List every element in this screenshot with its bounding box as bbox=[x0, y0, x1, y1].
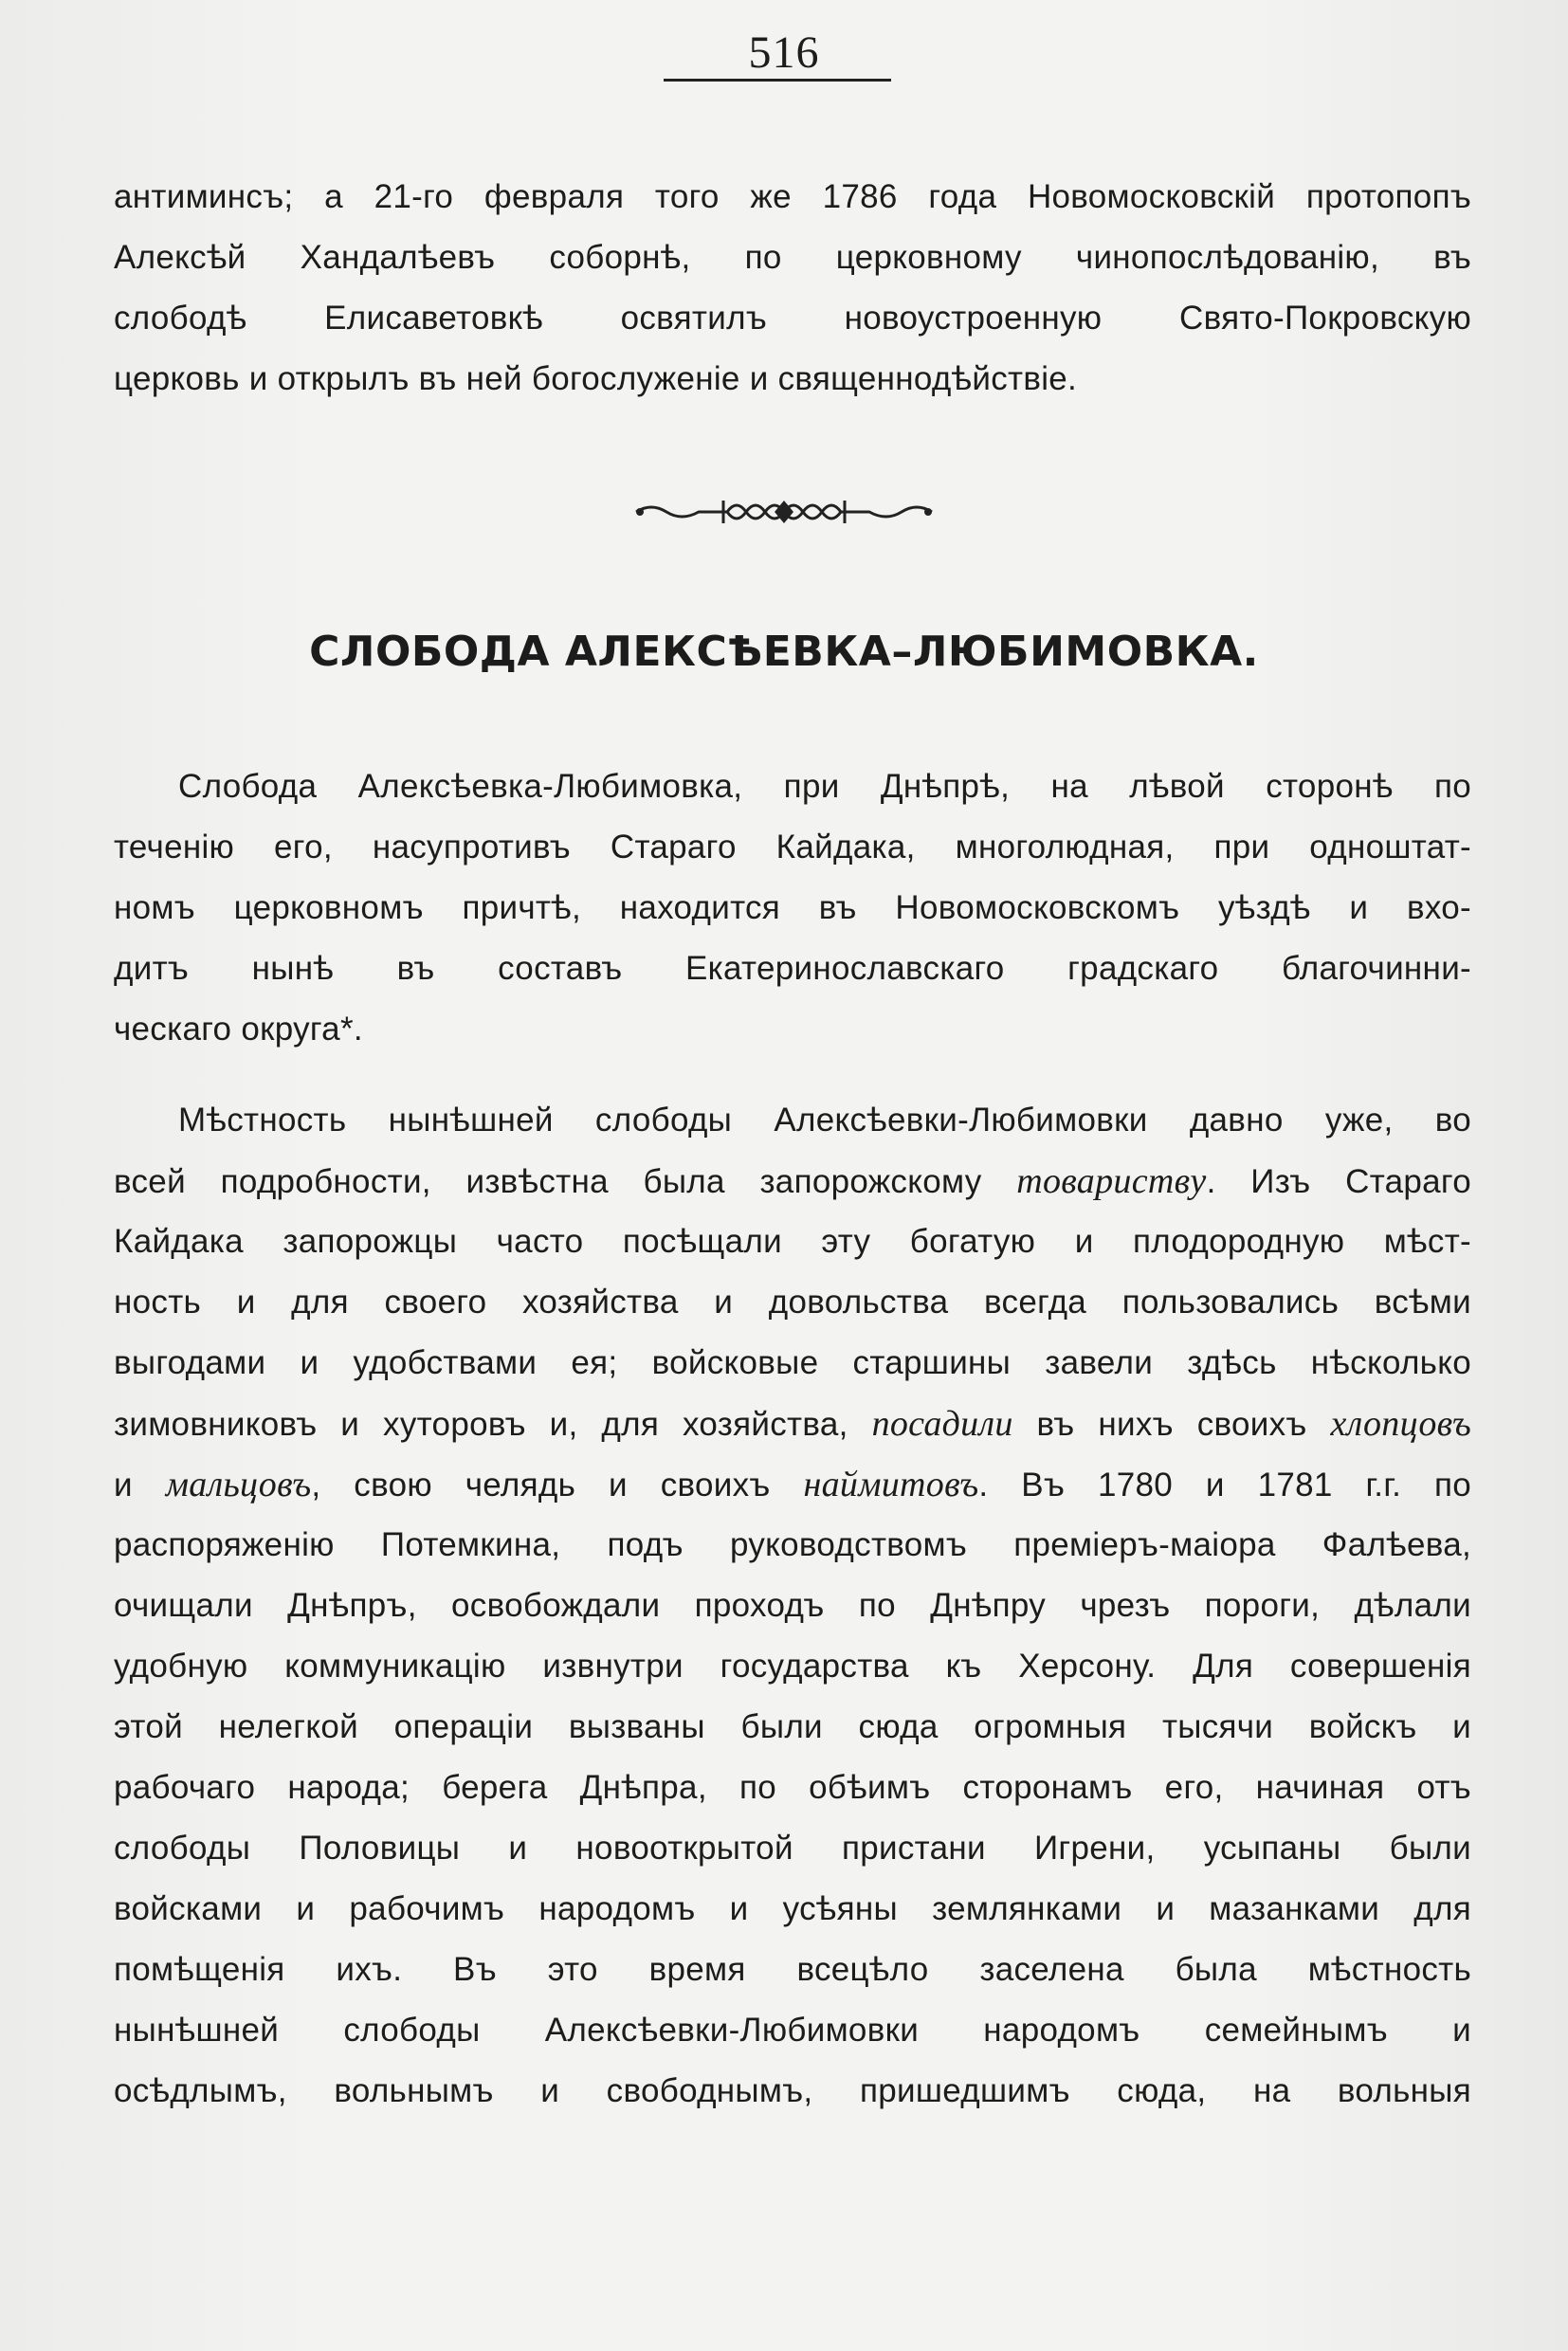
text-run: , свою челядь и своихъ bbox=[311, 1467, 804, 1504]
text-line: теченію его, насупротивъ Стараго Кайдака, многолюдная, при одноштат- bbox=[114, 829, 1471, 866]
italic-term: хлопцовъ bbox=[1330, 1404, 1471, 1444]
text-line: этой нелегкой операціи вызваны были сюда огромныя тысячи войскъ и bbox=[114, 1708, 1471, 1745]
text-line: церковь и открылъ въ ней богослуженіе и священнодѣйствіе. bbox=[114, 360, 1078, 397]
text-line: номъ церковномъ причтѣ, находится въ Новомосковскомъ уѣздѣ и вхо- bbox=[114, 889, 1471, 926]
text-line: ческаго округа*. bbox=[114, 1011, 363, 1048]
paragraph-2 bbox=[114, 1090, 1471, 2122]
italic-term: мальцовъ bbox=[165, 1465, 312, 1504]
text-line: ность и для своего хозяйства и довольства всегда пользовались всѣми bbox=[114, 1284, 1471, 1321]
text-run: зимовниковъ и хуторовъ и, для хозяйства, bbox=[114, 1406, 872, 1443]
italic-term: товариству bbox=[1016, 1161, 1207, 1201]
text-line: выгодами и удобствами ея; войсковые старшины завели здѣсь нѣсколько bbox=[114, 1344, 1471, 1381]
text-line: слободѣ Елисаветовкѣ освятилъ новоустроенную Свято-Покровскую bbox=[114, 300, 1471, 337]
text-line: нынѣшней слободы Алексѣевки-Любимовки народомъ семейнымъ и bbox=[114, 2012, 1471, 2049]
italic-term: посадили bbox=[871, 1404, 1013, 1444]
intro-paragraph bbox=[114, 167, 1471, 410]
text-line: удобную коммуникацію извнутри государства къ Херсону. Для совершенія bbox=[114, 1648, 1471, 1685]
text-run: . Изъ Стараго bbox=[1206, 1163, 1471, 1200]
text-line: дитъ нынѣ въ составъ Екатеринославскаго градскаго благочинни- bbox=[114, 950, 1471, 987]
page-number: 516 bbox=[748, 27, 820, 78]
text-line: антиминсъ; а 21-го февраля того же 1786 года Новомосковскій протопопъ bbox=[114, 178, 1471, 215]
text-run: . Въ 1780 и 1781 г.г. по bbox=[978, 1467, 1471, 1504]
text-run: всей подробности, извѣстна была запорожскому bbox=[114, 1163, 1017, 1200]
text-run: въ нихъ своихъ bbox=[1012, 1406, 1331, 1443]
text-line: помѣщенія ихъ. Въ это время всецѣло заселена была мѣстность bbox=[114, 1951, 1471, 1988]
text-line bbox=[114, 1394, 1471, 1454]
text-line: очищали Днѣпръ, освобождали проходъ по Днѣпру чрезъ пороги, дѣлали bbox=[114, 1587, 1471, 1624]
text-line: Мѣстность нынѣшней слободы Алексѣевки-Любимовки давно уже, во bbox=[178, 1102, 1471, 1139]
text-line bbox=[114, 1454, 1471, 1515]
text-line: Кайдака запорожцы часто посѣщали эту богатую и плодородную мѣст- bbox=[114, 1223, 1471, 1260]
text-line: распоряженію Потемкина, подъ руководствомъ премiеръ-маіора Фалѣева, bbox=[114, 1526, 1471, 1563]
text-run: и bbox=[114, 1467, 166, 1504]
page-number-underline bbox=[664, 79, 891, 82]
text-line: рабочаго народа; берега Днѣпра, по обѣимъ сторонамъ его, начиная отъ bbox=[114, 1769, 1471, 1806]
text-line: слободы Половицы и новооткрытой пристани Игрени, усыпаны были bbox=[114, 1830, 1471, 1867]
paragraph-1 bbox=[114, 756, 1471, 1060]
text-line bbox=[114, 1151, 1471, 1212]
text-line: осѣдлымъ, вольнымъ и свободнымъ, пришедшимъ сюда, на вольныя bbox=[114, 2072, 1471, 2109]
italic-term: наймитовъ bbox=[803, 1465, 979, 1504]
text-line: войсками и рабочимъ народомъ и усѣяны землянками и мазанками для bbox=[114, 1890, 1471, 1927]
text-line: Слобода Алексѣевка-Любимовка, при Днѣпрѣ, на лѣвой сторонѣ по bbox=[178, 768, 1471, 805]
section-title: СЛОБОДА АЛЕКСѢЕВКА–ЛЮБИМОВКА. bbox=[309, 628, 1259, 676]
text-line: Алексѣй Хандалѣевъ соборнѣ, по церковному чинопослѣдованію, въ bbox=[114, 239, 1471, 276]
decorative-divider-icon bbox=[632, 485, 936, 538]
